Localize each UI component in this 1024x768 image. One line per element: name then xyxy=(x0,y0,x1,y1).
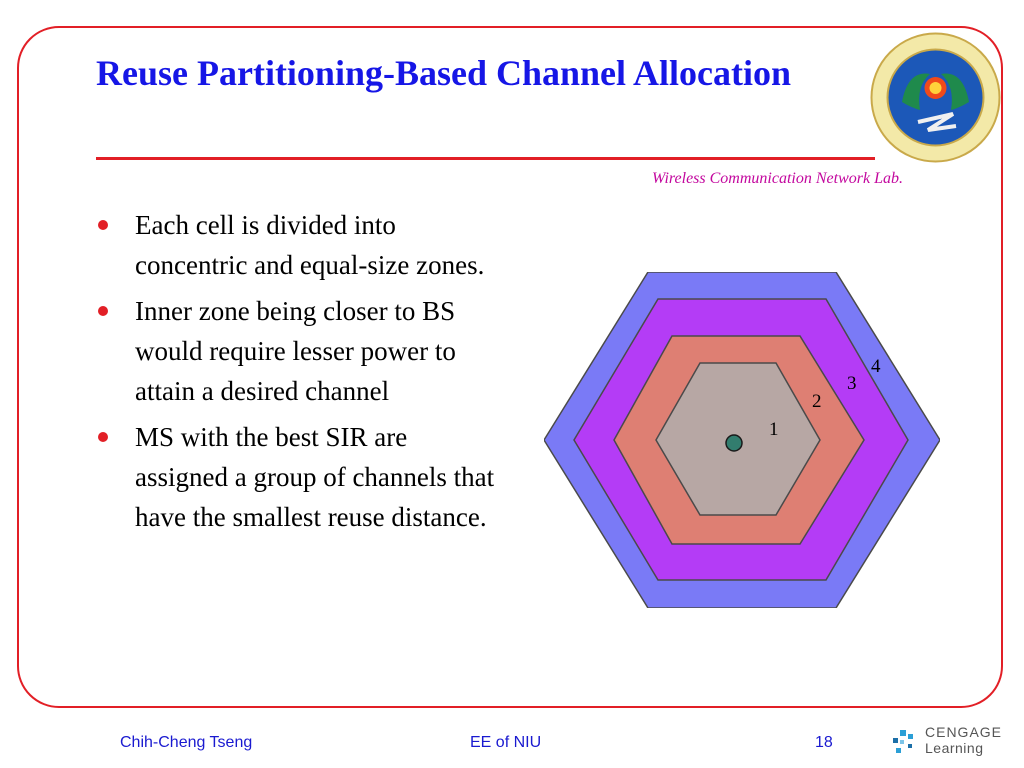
bullet-icon xyxy=(98,432,108,442)
zone-label-4: 4 xyxy=(871,356,881,377)
footer-author: Chih-Cheng Tseng xyxy=(120,734,253,751)
publisher-subname: Learning xyxy=(925,740,984,756)
bullet-icon xyxy=(98,220,108,230)
bullet-list xyxy=(96,205,506,543)
title-underline xyxy=(96,157,875,160)
university-logo xyxy=(868,30,1003,165)
bullet-icon xyxy=(98,306,108,316)
bullet-item xyxy=(96,291,506,411)
bullet-item xyxy=(96,417,506,537)
bullet-text: Each cell is divided into concentric and equal-size zones. xyxy=(135,210,485,280)
footer-course: EE of NIU xyxy=(470,734,542,751)
slide-title: Reuse Partitioning-Based Channel Allocation xyxy=(96,53,792,93)
zone-label-1: 1 xyxy=(769,419,779,440)
bullet-item xyxy=(96,205,506,285)
cengage-mark-icon xyxy=(890,728,920,758)
lab-name: Wireless Communication Network Lab. xyxy=(652,170,903,187)
publisher-logo xyxy=(890,720,1018,760)
bullet-text: Inner zone being closer to BS would require lesser power to attain a desired channel xyxy=(135,296,456,406)
bullet-text: MS with the best SIR are assigned a group of channels that have the smallest reuse distance. xyxy=(135,422,495,532)
reuse-zone-diagram xyxy=(544,272,940,608)
publisher-name: CENGAGE xyxy=(925,724,1003,740)
footer-page-number: 18 xyxy=(815,734,833,751)
zone-label-2: 2 xyxy=(812,391,822,412)
base-station-dot xyxy=(726,435,742,451)
zone-label-3: 3 xyxy=(847,373,857,394)
